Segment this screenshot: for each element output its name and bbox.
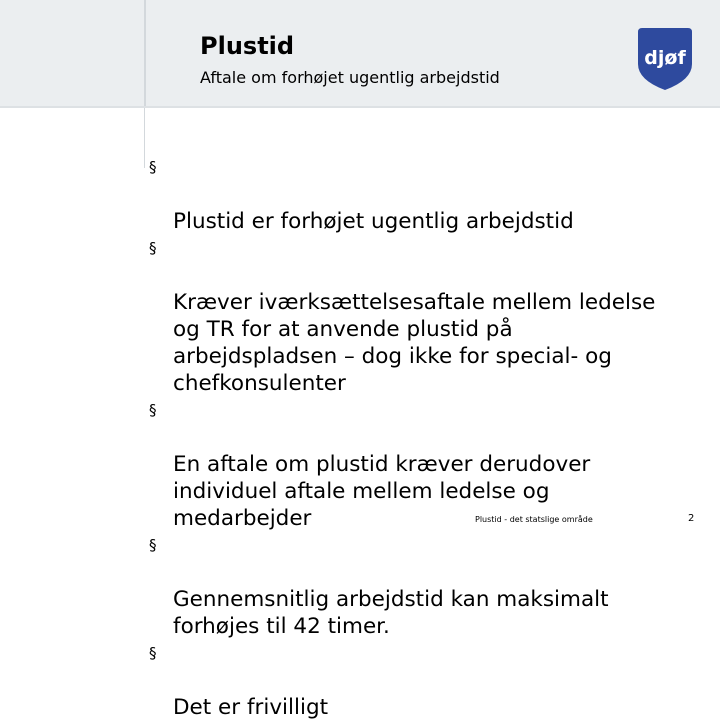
bullet-list [140, 154, 720, 721]
list-item [140, 532, 720, 640]
logo-text: djøf [644, 47, 686, 69]
bullet-text: Gennemsnitlig arbejdstid kan maksimalt forhøjes til 42 timer. [173, 587, 609, 639]
bullet-marker: § [149, 401, 157, 419]
list-item [140, 397, 720, 532]
header-side-panel [0, 0, 146, 106]
list-item [140, 640, 720, 721]
bullet-marker: § [149, 536, 157, 554]
bullet-marker: § [149, 239, 157, 257]
bullet-text: Kræver iværksættelsesaftale mellem ledelse og TR for at anvende plustid på arbejdspladsen – dog ikke for special- og chefkonsulenter [173, 290, 656, 396]
bullet-text: Plustid er forhøjet ugentlig arbejdstid [173, 209, 574, 234]
footer-text: Plustid - det statslige område [475, 515, 593, 524]
bullet-text: En aftale om plustid kræver derudover individuel aftale mellem ledelse og medarbejder [173, 452, 591, 531]
djof-logo-icon [636, 24, 694, 92]
slide-subtitle: Aftale om forhøjet ugentlig arbejdstid [200, 68, 500, 87]
bullet-marker: § [149, 644, 157, 662]
list-item [140, 154, 720, 235]
list-item [140, 235, 720, 397]
bullet-text: Det er frivilligt [173, 695, 329, 720]
slide-title: Plustid [200, 32, 295, 60]
page-number: 2 [688, 513, 695, 524]
djof-logo [636, 24, 694, 92]
bullet-marker: § [149, 158, 157, 176]
